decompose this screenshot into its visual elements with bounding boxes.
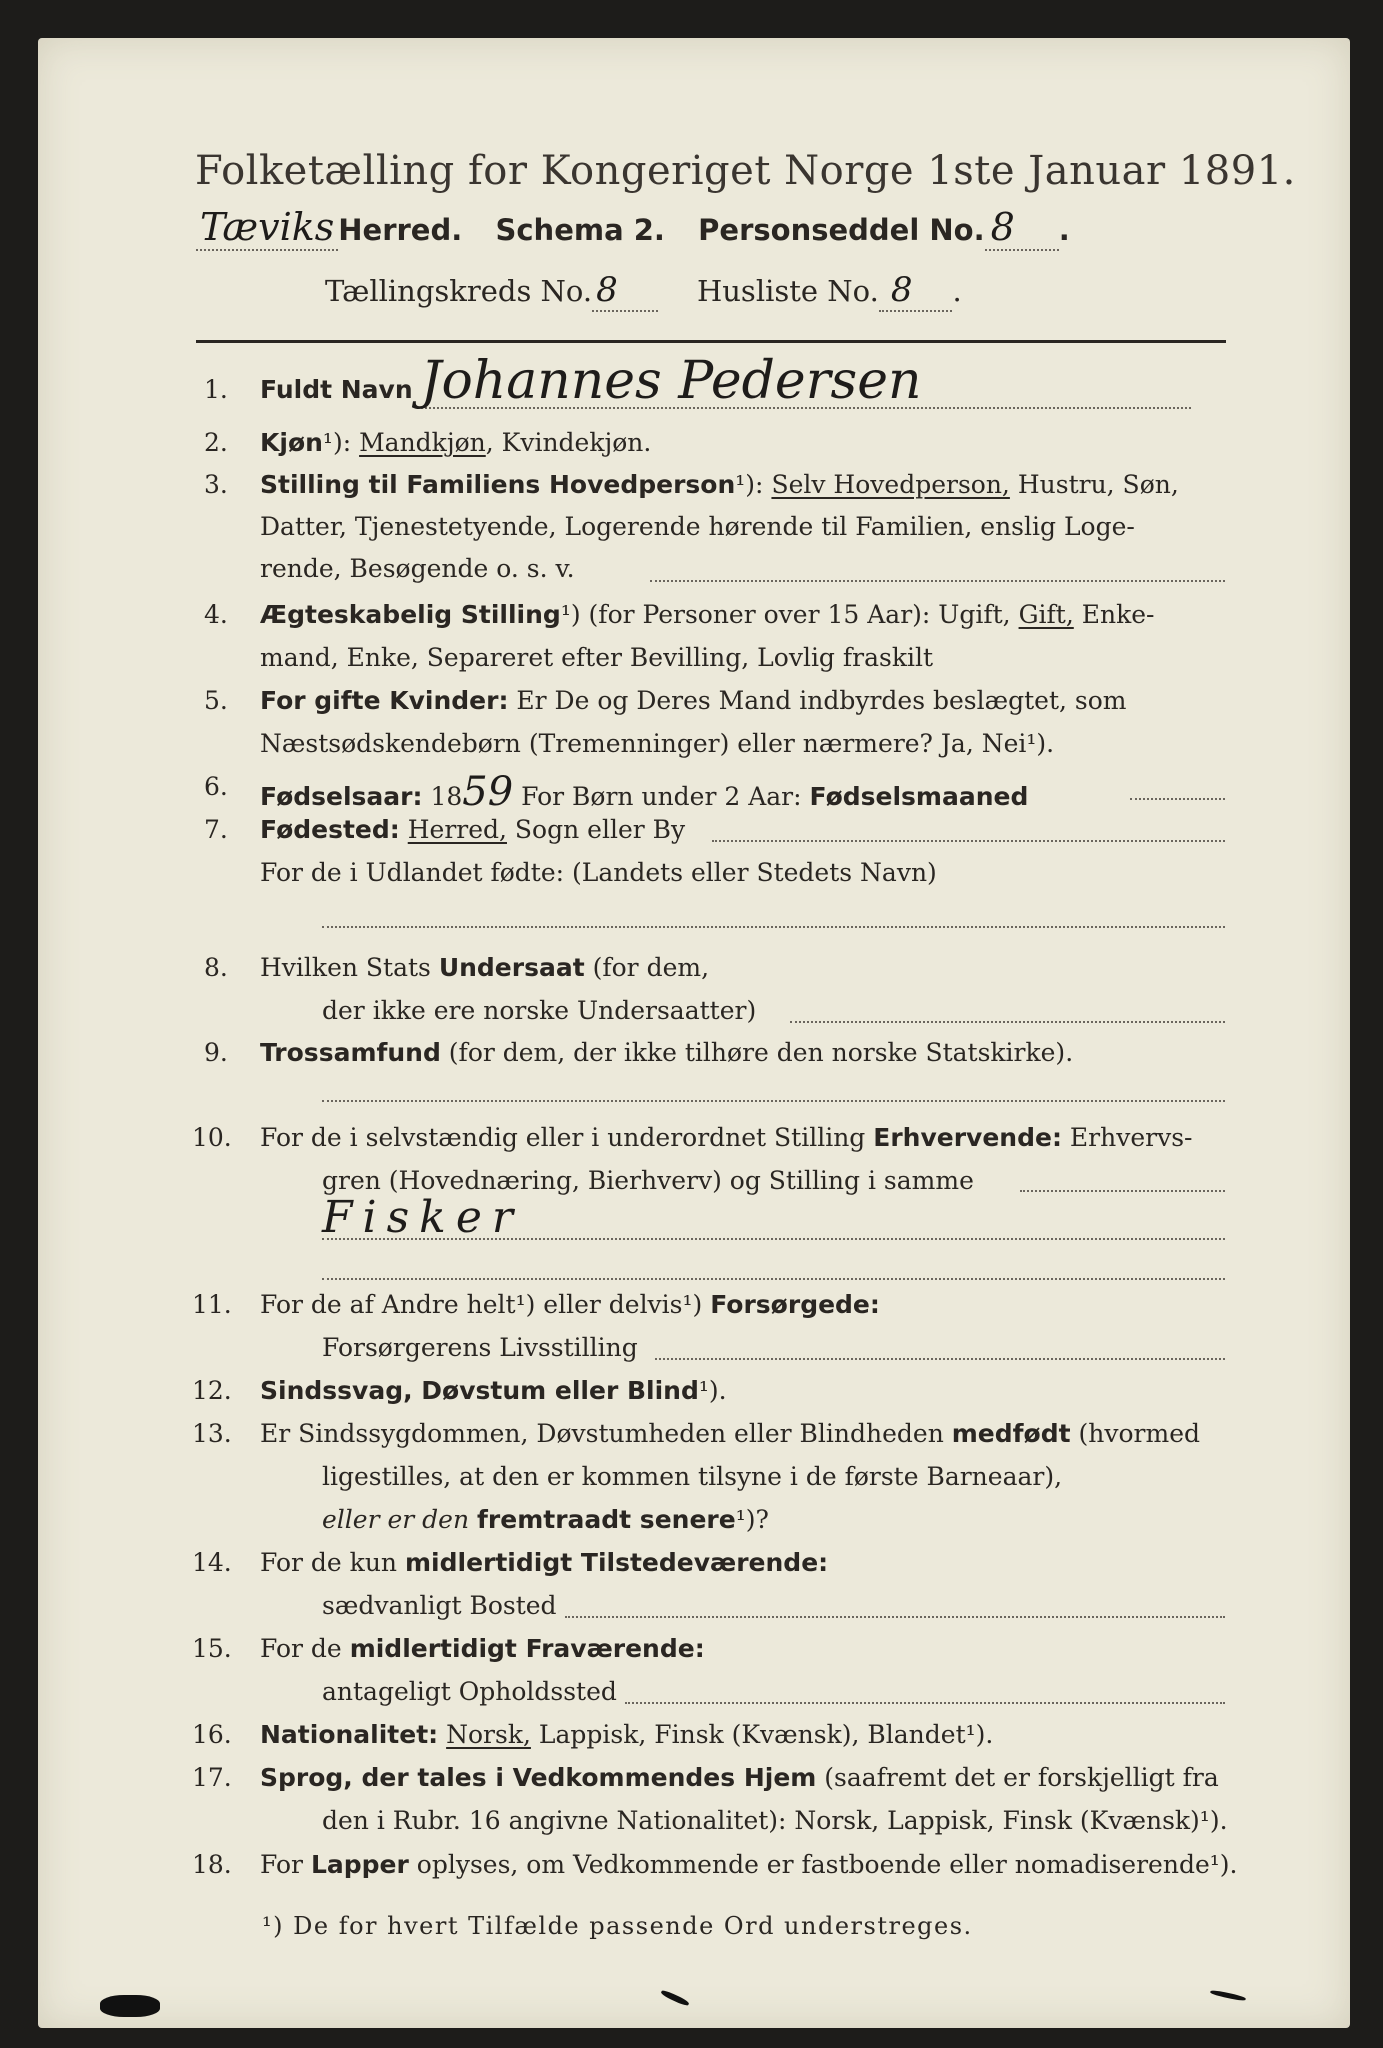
item-15-blank <box>625 1702 1225 1704</box>
header-rule <box>196 340 1226 343</box>
full-name-value: Johannes Pedersen <box>421 355 1191 409</box>
item-15: For de midlertidigt Fraværende: <box>260 1634 705 1663</box>
item-14-number: 14. <box>192 1548 232 1577</box>
item-6-number: 6. <box>204 772 228 801</box>
item-17: Sprog, der tales i Vedkommendes Hjem (saafremt det er forskjelligt fra <box>260 1763 1219 1792</box>
personseddel-no: 8 <box>985 205 1059 251</box>
item-10-line-2: gren (Hovednæring, Bierhverv) og Stilling i samme <box>322 1166 974 1195</box>
item-15-label: midlertidigt Fraværende: <box>349 1634 705 1663</box>
item-4-number: 4. <box>204 600 228 629</box>
birth-year-value: 59 <box>462 769 514 815</box>
birthplace-selected: Herred, <box>407 815 507 844</box>
item-5-line-2: Næstsødskendebørn (Tremenninger) eller nærmere? Ja, Nei¹). <box>260 729 1055 758</box>
occupation-value: Fisker <box>322 1192 523 1243</box>
item-4-line-2: mand, Enke, Separeret efter Bevilling, Lovlig fraskilt <box>260 643 934 672</box>
kreds-line: Tællingskreds No. 8 Husliste No. 8 . <box>325 270 962 310</box>
item-14-label: midlertidigt Tilstedeværende: <box>404 1548 829 1577</box>
item-3-blank <box>650 580 1225 582</box>
item-9: Trossamfund (for dem, der ikke tilhøre den norske Statskirke). <box>260 1038 1074 1067</box>
item-12-label: Sindssvag, Døvstum eller Blind <box>260 1376 699 1405</box>
item-10-blank-2 <box>322 1238 1225 1240</box>
form-title: Folketælling for Kongeriget Norge 1ste Januar 1891. <box>195 148 1296 194</box>
item-9-number: 9. <box>204 1038 228 1067</box>
item-3-number: 3. <box>204 470 228 499</box>
schema-label: Schema 2. <box>495 213 665 247</box>
birth-month-blank <box>1130 798 1225 800</box>
item-10-blank-3 <box>322 1278 1225 1280</box>
item-11: For de af Andre helt¹) eller delvis¹) Forsørgede: <box>260 1290 880 1319</box>
item-11-line-2: Forsørgerens Livsstilling <box>322 1333 638 1362</box>
item-2-number: 2. <box>204 428 228 457</box>
item-11-label: Forsørgede: <box>710 1290 880 1319</box>
item-16-number: 16. <box>192 1720 232 1749</box>
item-7-line-2: For de i Udlandet fødte: (Landets eller Stedets Navn) <box>260 858 937 887</box>
item-13-number: 13. <box>192 1419 232 1448</box>
item-3-label: Stilling til Familiens Hovedperson <box>260 470 736 499</box>
item-17-label: Sprog, der tales i Vedkommendes Hjem <box>260 1763 817 1792</box>
footnote: ¹) De for hvert Tilfælde passende Ord understreges. <box>262 1912 973 1940</box>
item-15-line-2: antageligt Opholdssted <box>322 1677 617 1706</box>
item-8: Hvilken Stats Undersaat (for dem, <box>260 953 710 982</box>
husliste-label: Husliste No. <box>696 274 879 308</box>
family-position-selected: Selv Hovedperson, <box>771 470 1010 499</box>
item-13-line-2: ligestilles, at den er kommen tilsyne i de første Barneaar), <box>322 1462 1063 1491</box>
item-10-blank <box>1020 1190 1225 1192</box>
item-5: For gifte Kvinder: Er De og Deres Mand indbyrdes beslægtet, som <box>260 686 1127 715</box>
item-13-line-3: eller er den fremtraadt senere¹)? <box>322 1505 769 1534</box>
item-9-label: Trossamfund <box>260 1038 441 1067</box>
item-13: Er Sindssygdommen, Døvstumheden eller Blindheden medfødt (hvormed <box>260 1419 1200 1448</box>
item-12-number: 12. <box>192 1376 232 1405</box>
item-7-label: Fødested: <box>260 815 400 844</box>
item-8-blank <box>790 1021 1225 1023</box>
husliste-no: 8 <box>879 270 953 312</box>
item-3-line-3: rende, Besøgende o. s. v. <box>260 554 575 583</box>
item-3: Stilling til Familiens Hovedperson¹): Selv Hovedperson, Hustru, Søn, <box>260 470 1179 499</box>
marital-selected: Gift, <box>1018 600 1074 629</box>
item-18-number: 18. <box>192 1850 232 1879</box>
item-18: For Lapper oplyses, om Vedkommende er fastboende eller nomadiserende¹). <box>260 1850 1238 1879</box>
item-10-label: Erhvervende: <box>873 1123 1062 1152</box>
personseddel-label: Personseddel No. <box>698 213 985 247</box>
item-3-line-2: Datter, Tjenestetyende, Logerende hørende til Familien, enslig Loge- <box>260 512 1135 541</box>
item-17-line-2: den i Rubr. 16 angivne Nationalitet): Norsk, Lappisk, Finsk (Kvænsk)¹). <box>322 1806 1228 1835</box>
item-2: Kjøn¹): Mandkjøn, Kvindekjøn. <box>260 428 652 457</box>
item-6-label: Fødselsaar: <box>260 782 423 811</box>
item-17-number: 17. <box>192 1763 232 1792</box>
item-14-blank <box>565 1616 1225 1618</box>
birth-month-label: Fødselsmaaned <box>809 782 1029 811</box>
item-9-blank <box>322 1100 1225 1102</box>
item-5-number: 5. <box>204 686 228 715</box>
item-11-blank <box>655 1358 1225 1360</box>
item-4: Ægteskabelig Stilling¹) (for Personer over 15 Aar): Ugift, Gift, Enke- <box>260 600 1155 629</box>
item-12: Sindssvag, Døvstum eller Blind¹). <box>260 1376 727 1405</box>
item-18-label: Lapper <box>310 1850 409 1879</box>
kreds-label: Tællingskreds No. <box>325 274 593 308</box>
item-8-number: 8. <box>204 953 228 982</box>
item-1 <box>260 351 1191 411</box>
item-14-line-2: sædvanligt Bosted <box>322 1591 557 1620</box>
item-10-number: 10. <box>192 1123 232 1152</box>
item-8-line-2: der ikke ere norske Undersaatter) <box>322 996 757 1025</box>
herred-label: Herred. <box>338 213 463 247</box>
ink-blot <box>100 1995 160 2017</box>
item-11-number: 11. <box>192 1290 232 1319</box>
item-1-label: Fuldt Navn <box>260 375 413 404</box>
kreds-no: 8 <box>592 270 658 312</box>
item-15-number: 15. <box>192 1634 232 1663</box>
item-7: Fødested: Herred, Sogn eller By <box>260 815 686 844</box>
item-16: Nationalitet: Norsk, Lappisk, Finsk (Kvænsk), Blandet¹). <box>260 1720 994 1749</box>
gender-selected: Mandkjøn <box>359 428 486 457</box>
herred-line: Tæviks Herred. Schema 2. Personseddel No. 8 . <box>196 205 1070 251</box>
item-14: For de kun midlertidigt Tilstedeværende: <box>260 1548 829 1577</box>
item-8-label: Undersaat <box>438 953 585 982</box>
item-13-label: medfødt <box>951 1419 1071 1448</box>
item-6: Fødselsaar: 1859 For Børn under 2 Aar: Fødselsmaaned <box>260 769 1029 815</box>
item-10: For de i selvstændig eller i underordnet Stilling Erhvervende: Erhvervs- <box>260 1123 1193 1152</box>
nationality-selected: Norsk, <box>446 1720 531 1749</box>
item-7-blank-2 <box>322 926 1225 928</box>
item-7-blank <box>712 840 1225 842</box>
item-16-label: Nationalitet: <box>260 1720 439 1749</box>
item-7-number: 7. <box>204 815 228 844</box>
item-5-label: For gifte Kvinder: <box>260 686 509 715</box>
item-4-label: Ægteskabelig Stilling <box>260 600 561 629</box>
item-2-label: Kjøn <box>260 428 323 457</box>
item-1-number: 1. <box>204 375 228 404</box>
herred-name: Tæviks <box>196 205 338 251</box>
